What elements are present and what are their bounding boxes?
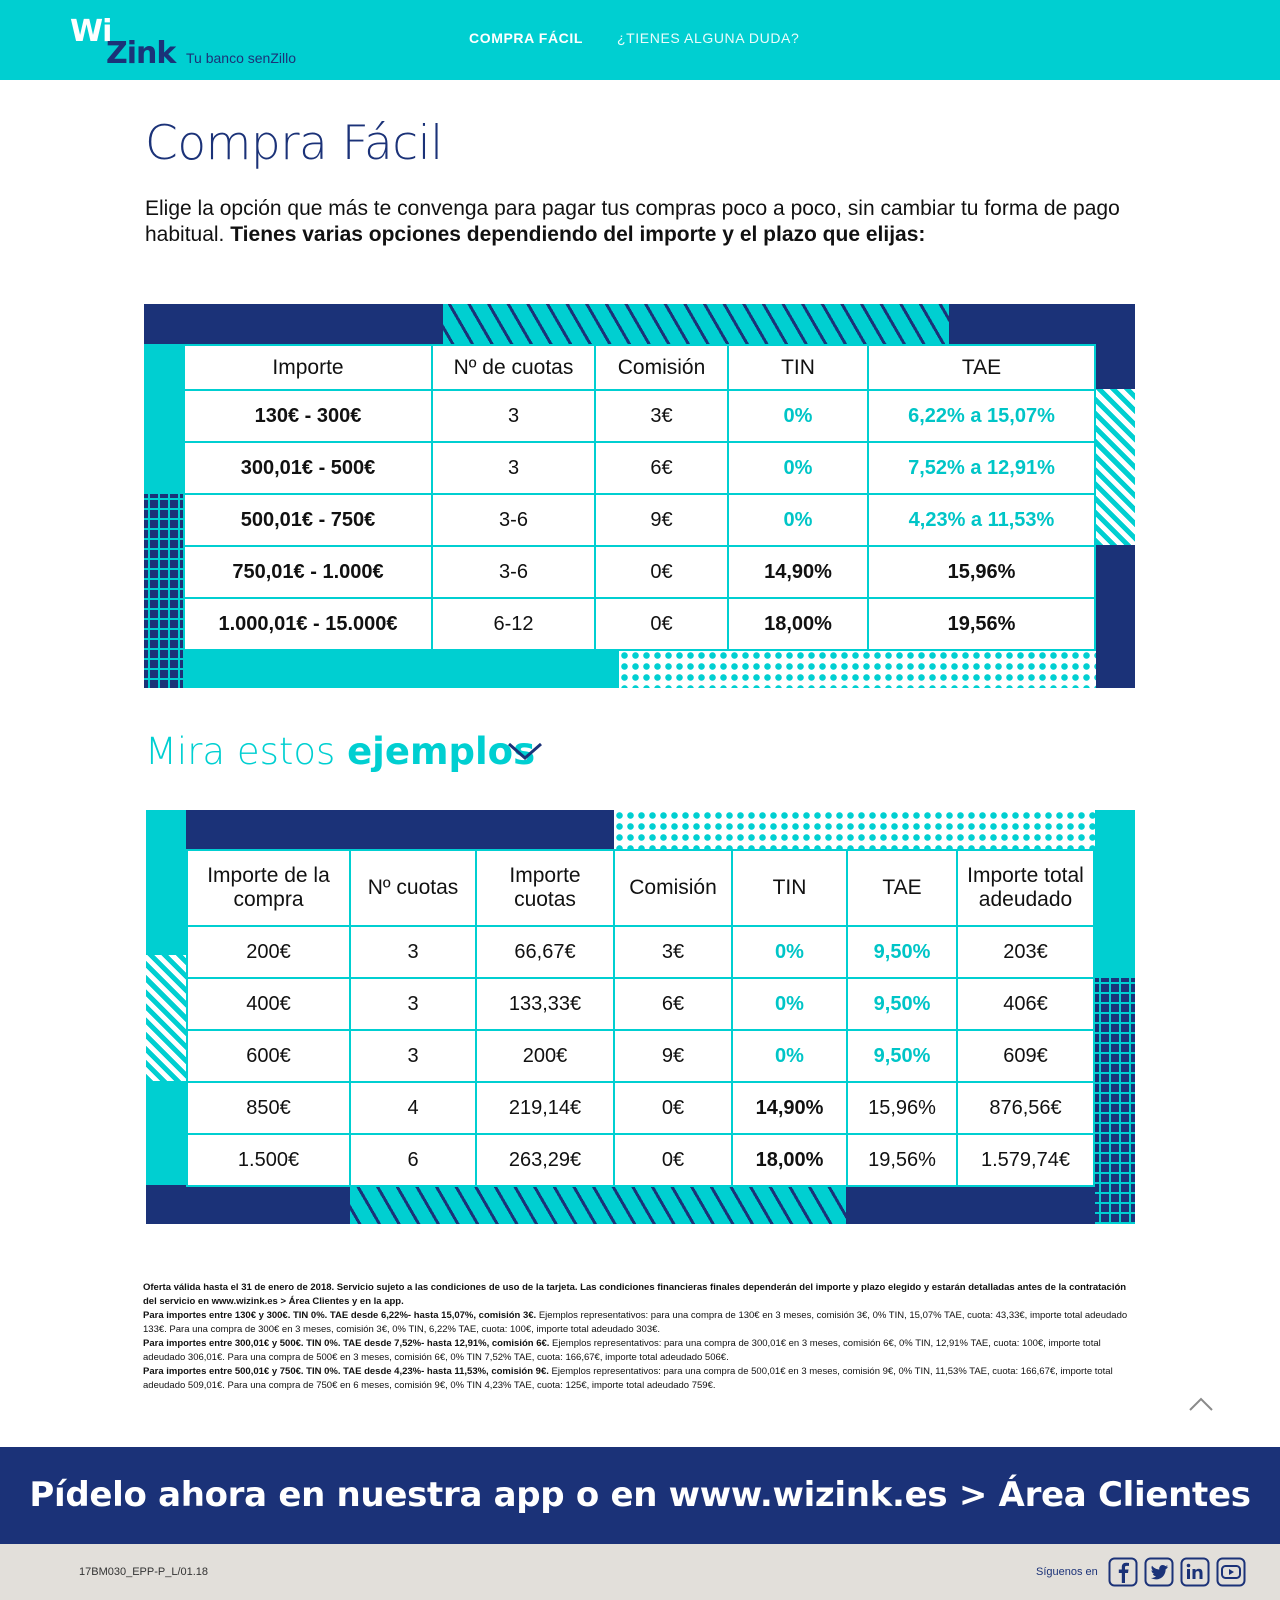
table-header-row — [187, 850, 1094, 926]
frame-block — [144, 344, 183, 494]
header-comision: Comisión — [595, 345, 728, 390]
legal-p1-bold: Oferta válida hasta el 31 de enero de 2018. Servicio sujeto a las condiciones de uso de la tarjeta. Las condiciones financieras finales dependerán del importe y plazo elegido y estarán detalladas antes de la contratación del servicio en www.wizink.es > Área Clientes y en la app. — [143, 1282, 1127, 1307]
frame-block — [146, 1081, 186, 1185]
legal-notes — [143, 1281, 1135, 1393]
frame-block — [1096, 344, 1135, 389]
cell-importe: 130€ - 300€ — [184, 390, 432, 442]
header-importe: Importe — [184, 345, 432, 390]
cell-tae: 4,23% a 11,53% — [868, 494, 1095, 546]
table-row — [187, 1082, 1094, 1134]
frame-pattern-plus — [1095, 978, 1135, 1224]
table-row — [184, 442, 1095, 494]
table-row — [184, 598, 1095, 650]
table-row — [187, 926, 1094, 978]
frame-pattern-stripes — [1096, 389, 1135, 545]
frame-pattern-plus — [144, 494, 183, 688]
frame-block — [949, 304, 1135, 344]
legal-p3-bold: Para importes entre 300,01€ y 500€. TIN 0%. TAE desde 7,52%- hasta 12,91%, comisión 6€. — [143, 1338, 550, 1349]
twitter-icon[interactable] — [1144, 1557, 1174, 1587]
cell-importe-compra: 850€ — [187, 1082, 350, 1134]
header-importe-total: Importe total adeudado — [957, 850, 1094, 926]
linkedin-icon[interactable] — [1180, 1557, 1210, 1587]
cell-importe-total: 609€ — [957, 1030, 1094, 1082]
examples-title-light: Mira estos — [145, 730, 348, 773]
legal-paragraph — [143, 1281, 1135, 1309]
intro-text — [145, 196, 1135, 248]
cell-importe: 750,01€ - 1.000€ — [184, 546, 432, 598]
intro-bold: Tienes varias opciones dependiendo del importe y el plazo que elijas: — [230, 223, 926, 246]
cell-tae: 19,56% — [847, 1134, 957, 1186]
cell-comision: 9€ — [595, 494, 728, 546]
cta-text: Pídelo ahora en nuestra app o en www.wizink.es > Área Clientes — [29, 1475, 1251, 1515]
cell-cuotas: 3-6 — [432, 494, 595, 546]
cell-tae: 9,50% — [847, 926, 957, 978]
cell-tae: 7,52% a 12,91% — [868, 442, 1095, 494]
cell-cuotas: 3-6 — [432, 546, 595, 598]
examples-title — [145, 730, 535, 773]
frame-pattern-dots — [614, 810, 1095, 849]
cell-n-cuotas: 3 — [350, 978, 476, 1030]
cell-tin: 0% — [728, 390, 868, 442]
wizink-logo[interactable] — [70, 12, 300, 72]
top-bar — [0, 0, 1280, 80]
cell-n-cuotas: 3 — [350, 1030, 476, 1082]
cell-importe-total: 203€ — [957, 926, 1094, 978]
header-cuotas: Nº de cuotas — [432, 345, 595, 390]
examples-title-bold: ejemplos — [347, 730, 536, 773]
cta-banner[interactable] — [0, 1447, 1280, 1544]
legal-p3-text: Ejemplos representativos: para una compra de 300,01€ en 3 meses, comisión 6€, 0% TIN, 12,91% TAE, cuota: 100€, importe total adeudado 306,01€. Para una compra de 500€ en 3 meses, comisión 6€, 0% TIN 7,52% TAE, cuota: 166,67€, importe total adeudado 506€. — [143, 1338, 1101, 1363]
header-importe-compra: Importe de la compra — [187, 850, 350, 926]
options-table — [183, 344, 1096, 651]
cell-importe-cuotas: 200€ — [476, 1030, 614, 1082]
cell-importe-cuotas: 219,14€ — [476, 1082, 614, 1134]
frame-pattern-stripes — [146, 955, 186, 1081]
scroll-top-icon[interactable] — [1188, 1396, 1214, 1412]
cell-n-cuotas: 4 — [350, 1082, 476, 1134]
cell-tin: 18,00% — [728, 598, 868, 650]
legal-p4-bold: Para importes entre 500,01€ y 750€. TIN 0%. TAE desde 4,23%- hasta 11,53%, comisión 9€. — [143, 1366, 549, 1377]
cell-importe: 300,01€ - 500€ — [184, 442, 432, 494]
cell-tae: 9,50% — [847, 978, 957, 1030]
nav-compra-facil[interactable]: COMPRA FÁCIL — [469, 30, 584, 46]
cell-n-cuotas: 3 — [350, 926, 476, 978]
intro-normal: Elige la opción que más te convenga para pagar tus compras poco a poco, sin cambiar tu forma de pago habitual. — [145, 197, 1120, 246]
cell-comision: 0€ — [595, 546, 728, 598]
frame-pattern-squiggle — [443, 304, 949, 344]
table-row — [187, 1134, 1094, 1186]
header-importe-cuotas: Importe cuotas — [476, 850, 614, 926]
cell-tae: 15,96% — [847, 1082, 957, 1134]
frame-pattern-dots — [619, 650, 1096, 688]
facebook-icon[interactable] — [1108, 1557, 1138, 1587]
legal-paragraph — [143, 1337, 1135, 1365]
header-comision: Comisión — [614, 850, 732, 926]
cell-importe-compra: 400€ — [187, 978, 350, 1030]
cell-tae: 6,22% a 15,07% — [868, 390, 1095, 442]
legal-paragraph — [143, 1309, 1135, 1337]
cell-tin: 14,90% — [728, 546, 868, 598]
cell-tin: 14,90% — [732, 1082, 847, 1134]
header-tin: TIN — [732, 850, 847, 926]
cell-comision: 0€ — [614, 1134, 732, 1186]
frame-block — [183, 650, 619, 688]
frame-block — [144, 304, 443, 344]
cell-importe-total: 406€ — [957, 978, 1094, 1030]
frame-block — [146, 810, 186, 955]
cell-tin: 0% — [732, 978, 847, 1030]
table-row — [184, 546, 1095, 598]
table-row — [184, 494, 1095, 546]
youtube-icon[interactable] — [1216, 1557, 1246, 1587]
cell-tin: 0% — [732, 926, 847, 978]
cell-comision: 9€ — [614, 1030, 732, 1082]
frame-block — [146, 1185, 350, 1224]
table-row — [184, 390, 1095, 442]
follow-label: Síguenos en — [1036, 1566, 1098, 1578]
frame-block — [846, 1185, 1095, 1224]
cell-tin: 0% — [732, 1030, 847, 1082]
cell-comision: 3€ — [614, 926, 732, 978]
cell-cuotas: 3 — [432, 442, 595, 494]
cell-comision: 6€ — [595, 442, 728, 494]
table-row — [187, 978, 1094, 1030]
cell-cuotas: 3 — [432, 390, 595, 442]
frame-block — [1096, 545, 1135, 688]
frame-pattern-squiggle — [350, 1185, 846, 1224]
cell-comision: 0€ — [595, 598, 728, 650]
examples-table — [186, 849, 1095, 1187]
cell-importe: 1.000,01€ - 15.000€ — [184, 598, 432, 650]
logo-wi: Wi — [70, 14, 112, 49]
page-title: Compra Fácil — [145, 116, 443, 171]
cell-importe: 500,01€ - 750€ — [184, 494, 432, 546]
cell-comision: 6€ — [614, 978, 732, 1030]
legal-p2-bold: Para importes entre 130€ y 300€. TIN 0%. TAE desde 6,22%- hasta 15,07%, comisión 3€. — [143, 1310, 537, 1321]
legal-p2-text: Ejemplos representativos: para una compra de 130€ en 3 meses, comisión 3€, 0% TIN, 15,07% TAE, cuota: 43,33€, importe total adeudado 133€. Para una compra de 300€ en 3 meses, comisión 3€, 0% TIN, 6,22% TAE, cuota: 100€, importe total adeudado 303€. — [143, 1310, 1128, 1335]
cell-tin: 0% — [728, 494, 868, 546]
cell-tin: 0% — [728, 442, 868, 494]
cell-tin: 18,00% — [732, 1134, 847, 1186]
legal-paragraph — [143, 1365, 1135, 1393]
cell-importe-cuotas: 133,33€ — [476, 978, 614, 1030]
legal-p4-text: Ejemplos representativos: para una compra de 500,01€ en 3 meses, comisión 9€, 0% TIN, 11,53% TAE, cuota: 166,67€, importe total adeudado 509,01€. Para una compra de 750€ en 6 meses, comisión 9€, 0% TIN 4,23% TAE, cuota: 125€, importe total adeudado 759€. — [143, 1366, 1113, 1391]
cell-comision: 0€ — [614, 1082, 732, 1134]
header-n-cuotas: Nº cuotas — [350, 850, 476, 926]
cell-importe-cuotas: 66,67€ — [476, 926, 614, 978]
footer — [0, 1544, 1280, 1600]
header-tae: TAE — [847, 850, 957, 926]
frame-block — [1095, 810, 1135, 978]
table-row — [187, 1030, 1094, 1082]
chevron-down-icon[interactable] — [507, 740, 543, 762]
cell-cuotas: 6-12 — [432, 598, 595, 650]
cell-tae: 15,96% — [868, 546, 1095, 598]
frame-block — [186, 810, 614, 849]
cell-importe-cuotas: 263,29€ — [476, 1134, 614, 1186]
cell-importe-total: 876,56€ — [957, 1082, 1094, 1134]
cell-comision: 3€ — [595, 390, 728, 442]
cell-tae: 19,56% — [868, 598, 1095, 650]
header-tae: TAE — [868, 345, 1095, 390]
cell-tae: 9,50% — [847, 1030, 957, 1082]
cell-importe-compra: 600€ — [187, 1030, 350, 1082]
cell-importe-compra: 200€ — [187, 926, 350, 978]
nav-dudas[interactable]: ¿TIENES ALGUNA DUDA? — [617, 30, 800, 46]
cell-n-cuotas: 6 — [350, 1134, 476, 1186]
cell-importe-compra: 1.500€ — [187, 1134, 350, 1186]
logo-zink: Zink — [106, 36, 176, 71]
logo-tagline: Tu banco senZillo — [186, 50, 296, 66]
cell-importe-total: 1.579,74€ — [957, 1134, 1094, 1186]
table-header-row — [184, 345, 1095, 390]
header-tin: TIN — [728, 345, 868, 390]
footer-code: 17BM030_EPP-P_L/01.18 — [79, 1566, 209, 1578]
